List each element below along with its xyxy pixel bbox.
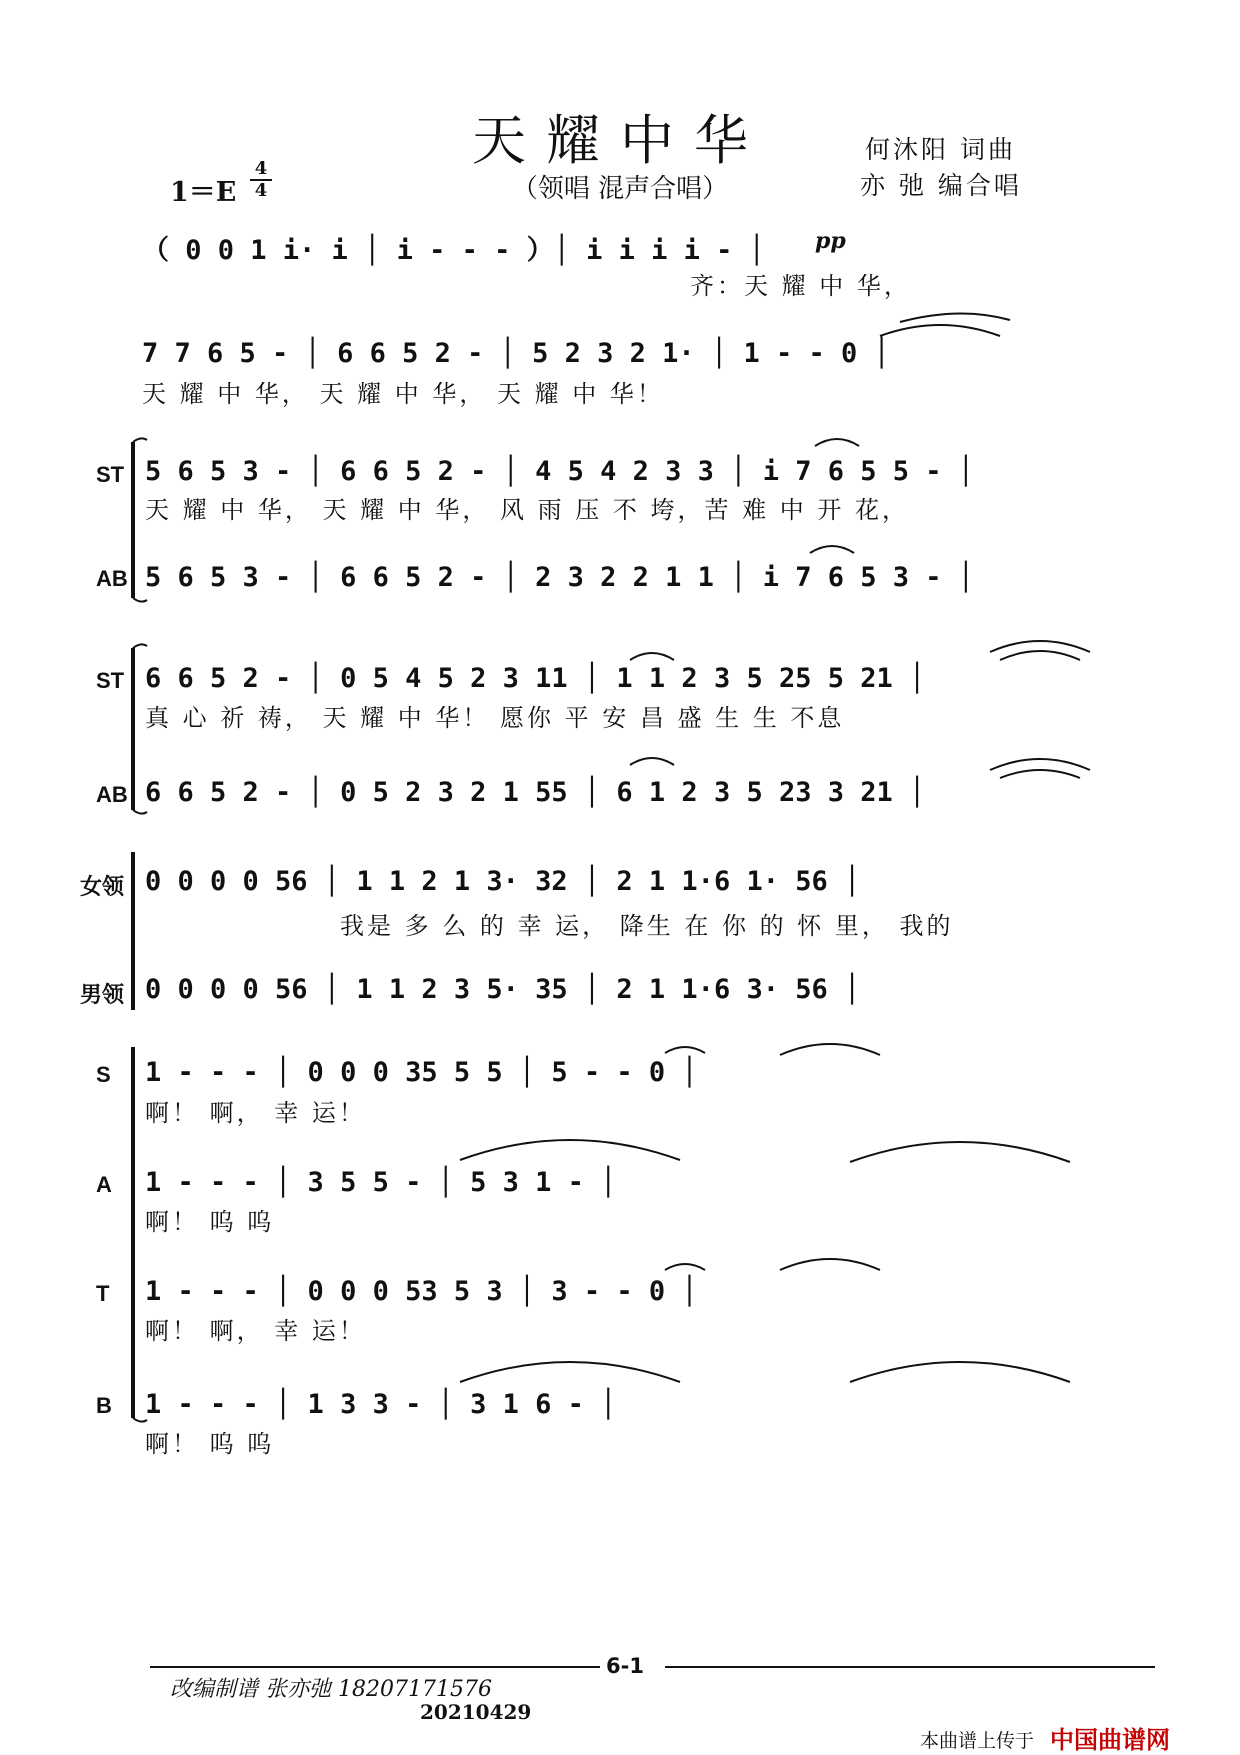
part-label-st: ST	[96, 462, 125, 487]
system6-bracket	[133, 1047, 147, 1422]
part-label-s: S	[96, 1062, 111, 1087]
part-label-ab: AB	[96, 782, 128, 807]
system3-st-lyric: 天 耀 中 华， 天 耀 中 华， 风 雨 压 不 垮，苦 难 中 开 花，	[145, 496, 910, 524]
time-signature-bottom: 4	[254, 180, 268, 201]
upload-note: 本曲谱上传于	[920, 1731, 1035, 1752]
system6-a-lyric: 啊！ 呜 呜	[145, 1208, 275, 1236]
system6-a-notes: 1 - - - │ 3 5 5 - │ 5 3 1 - │	[145, 1167, 617, 1198]
system1-notes: （ 0 0 1 i· i │ i - - - ）│ i i i i - │	[142, 235, 765, 266]
system5-female-lead-notes: 0 0 0 0 56 │ 1 1 2 1 3· 32 │ 2 1 1·6 1· 56 │	[145, 866, 861, 897]
part-label-a: A	[96, 1172, 112, 1197]
part-label-b: B	[96, 1393, 112, 1418]
arranger-contact: 改编制谱 张亦弛 18207171576	[170, 1677, 492, 1702]
key-signature: 1＝E	[170, 177, 237, 208]
page-subtitle: （领唱 混声合唱）	[511, 174, 729, 204]
system5-male-lead-notes: 0 0 0 0 56 │ 1 1 2 3 5· 35 │ 2 1 1·6 3· 56 │	[145, 974, 861, 1005]
system6-s-lyric: 啊！ 啊， 幸 运！	[145, 1099, 366, 1127]
system6-t-notes: 1 - - - │ 0 0 0 53 5 3 │ 3 - - 0 │	[145, 1276, 698, 1307]
system3-ab-notes: 5 6 5 3 - │ 6 6 5 2 - │ 2 3 2 2 1 1 │ i 7 6 5 3 - │	[145, 562, 975, 593]
system3-st-notes: 5 6 5 3 - │ 6 6 5 2 - │ 4 5 4 2 3 3 │ i 7 6 5 5 - │	[145, 456, 975, 487]
system4-st-lyric: 真 心 祈 祷， 天 耀 中 华！ 愿你 平 安 昌 盛 生 生 不息	[145, 704, 845, 732]
part-label-st: ST	[96, 668, 125, 693]
part-label-female-lead: 女领	[80, 874, 125, 899]
system4-bracket	[133, 644, 147, 813]
system2-lyric: 天 耀 中 华， 天 耀 中 华， 天 耀 中 华！	[142, 380, 664, 408]
system6-b-lyric: 啊！ 呜 呜	[145, 1430, 275, 1458]
system5-female-lead-lyric: 我是 多 么 的 幸 运， 降生 在 你 的 怀 里， 我的	[340, 912, 954, 940]
time-signature-top: 4	[254, 158, 268, 179]
system6-t-lyric: 啊！ 啊， 幸 运！	[145, 1317, 366, 1345]
system3-bracket	[133, 438, 147, 601]
system1-lyric: 齐：天 耀 中 华，	[690, 272, 911, 300]
page-title: 天耀中华	[472, 109, 768, 172]
dynamic-marking: pp	[815, 228, 846, 254]
part-label-male-lead: 男领	[80, 982, 125, 1007]
score-date: 20210429	[420, 1700, 532, 1724]
system4-st-notes: 6 6 5 2 - │ 0 5 4 5 2 3 11 │ 1 1 2 3 5 25 5 21 │	[145, 663, 926, 694]
page-number: 6-1	[606, 1654, 644, 1678]
site-logo[interactable]: 中国曲谱网	[1050, 1726, 1170, 1754]
lyrics-credit: 何沐阳 词曲	[865, 135, 1016, 164]
system6-s-notes: 1 - - - │ 0 0 0 35 5 5 │ 5 - - 0 │	[145, 1057, 698, 1088]
part-label-t: T	[96, 1281, 110, 1306]
system2-notes: 7 7 6 5 - │ 6 6 5 2 - │ 5 2 3 2 1· │ 1 - - 0 │	[142, 338, 890, 369]
arranger-credit: 亦 弛 编合唱	[860, 171, 1022, 200]
system6-b-notes: 1 - - - │ 1 3 3 - │ 3 1 6 - │	[145, 1389, 617, 1420]
slurs	[460, 313, 1090, 1382]
part-label-ab: AB	[96, 566, 128, 591]
system4-ab-notes: 6 6 5 2 - │ 0 5 2 3 2 1 55 │ 6 1 2 3 5 23 3 21 │	[145, 777, 926, 808]
